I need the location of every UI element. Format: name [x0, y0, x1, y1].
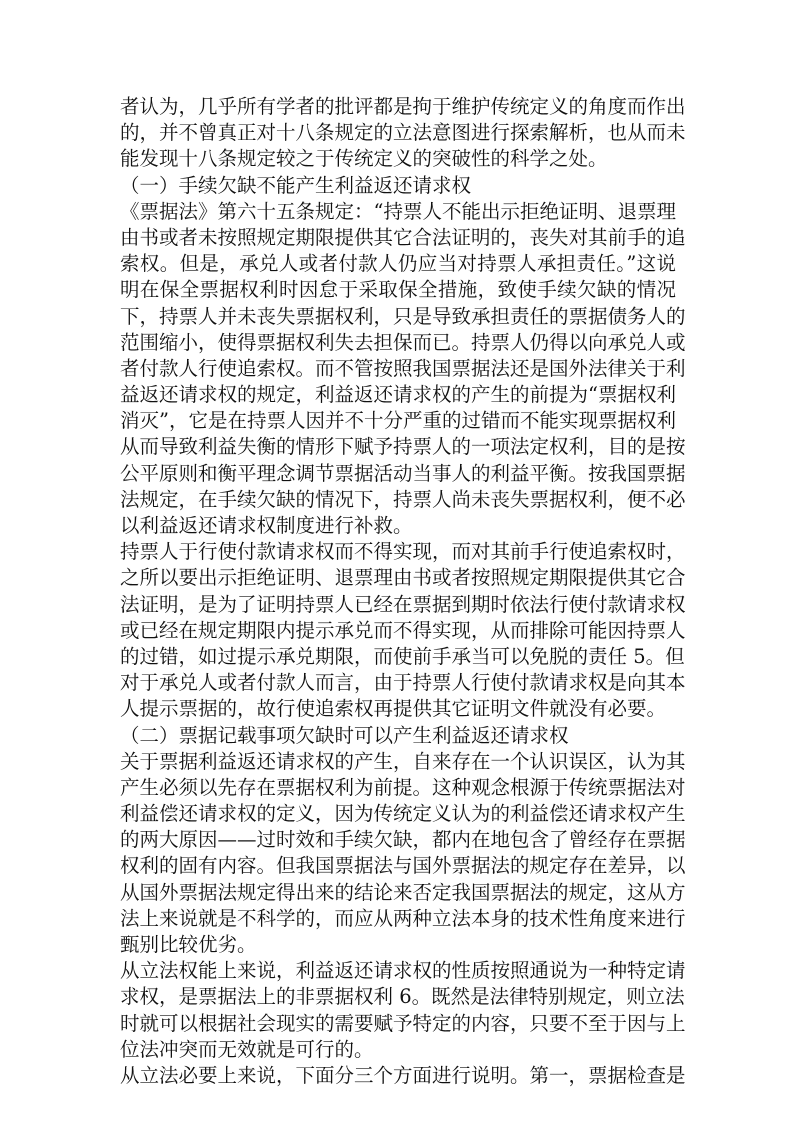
- text-line: 权利的固有内容。但我国票据法与国外票据法的规定存在差异，以: [120, 854, 686, 878]
- text-line: （一）手续欠缺不能产生利益返还请求权: [120, 173, 472, 197]
- text-line: 下，持票人并未丧失票据权利，只是导致承担责任的票据债务人的: [120, 304, 686, 328]
- text-line: 能发现十八条规定较之于传统定义的突破性的科学之处。: [120, 147, 608, 171]
- text-line: 求权，是票据法上的非票据权利 6。既然是法律特别规定，则立法: [120, 985, 685, 1009]
- text-line: 法上来说就是不科学的，而应从两种立法本身的技术性角度来进行: [120, 906, 686, 930]
- text-line: 的，并不曾真正对十八条规定的立法意图进行探索解析，也从而未: [120, 121, 686, 145]
- body-text: [120, 94, 686, 1089]
- text-line: 时就可以根据社会现实的需要赋予特定的内容，只要不至于因与上: [120, 1011, 686, 1035]
- text-line: 《票据法》第六十五条规定：“持票人不能出示拒绝证明、退票理: [120, 199, 676, 223]
- text-line: 位法冲突而无效就是可行的。: [120, 1037, 374, 1061]
- text-line: 的两大原因——过时效和手续欠缺，都内在地包含了曾经存在票据: [120, 828, 686, 852]
- text-line: 从而导致利益失衡的情形下赋予持票人的一项法定权利，目的是按: [120, 435, 686, 459]
- text-line: 人提示票据的，故行使追索权再提供其它证明文件就没有必要。: [120, 697, 667, 721]
- text-line: 索权。但是，承兑人或者付款人仍应当对持票人承担责任。”这说: [120, 252, 676, 276]
- text-line: 范围缩小，使得票据权利失去担保而已。持票人仍得以向承兑人或: [120, 330, 686, 354]
- text-line: 甄别比较优劣。: [120, 933, 257, 956]
- text-line: 从立法必要上来说，下面分三个方面进行说明。第一，票据检查是: [120, 1063, 686, 1087]
- text-line: 持票人于行使付款请求权而不得实现，而对其前手行使追索权时，: [120, 540, 686, 564]
- text-line: 之所以要出示拒绝证明、退票理由书或者按照规定期限提供其它合: [120, 566, 686, 590]
- text-line: 产生必须以先存在票据权利为前提。这种观念根源于传统票据法对: [120, 775, 686, 799]
- text-line: 利益偿还请求权的定义，因为传统定义认为的利益偿还请求权产生: [120, 802, 686, 826]
- text-line: 益返还请求权的规定，利益返还请求权的产生的前提为“票据权利: [120, 383, 676, 407]
- text-line: （二）票据记载事项欠缺时可以产生利益返还请求权: [120, 723, 569, 747]
- text-line: 公平原则和衡平理念调节票据活动当事人的利益平衡。按我国票据: [120, 461, 686, 485]
- text-line: 以利益返还请求权制度进行补救。: [120, 514, 413, 537]
- text-line: 明在保全票据权利时因怠于采取保全措施，致使手续欠缺的情况: [120, 278, 676, 302]
- text-line: 从立法权能上来说，利益返还请求权的性质按照通说为一种特定请: [120, 959, 686, 983]
- text-line: 法规定，在手续欠缺的情况下，持票人尚未丧失票据权利，便不必: [120, 487, 686, 511]
- text-line: 由书或者未按照规定期限提供其它合法证明的，丧失对其前手的追: [120, 225, 686, 249]
- text-line: 法证明，是为了证明持票人已经在票据到期时依法行使付款请求权: [120, 592, 686, 616]
- text-line: 或已经在规定期限内提示承兑而不得实现，从而排除可能因持票人: [120, 618, 686, 642]
- text-line: 关于票据利益返还请求权的产生，自来存在一个认识误区，认为其: [120, 749, 686, 773]
- text-line: 对于承兑人或者付款人而言，由于持票人行使付款请求权是向其本: [120, 671, 686, 695]
- text-line: 的过错，如过提示承兑期限，而使前手承当可以免脱的责任 5。但: [120, 644, 685, 668]
- text-line: 者认为，几乎所有学者的批评都是拘于维护传统定义的角度而作出: [120, 95, 686, 118]
- text-line: 者付款人行使追索权。而不管按照我国票据法还是国外法律关于利: [120, 356, 686, 380]
- text-line: 消灭”，它是在持票人因并不十分严重的过错而不能实现票据权利: [120, 409, 676, 433]
- text-line: 从国外票据法规定得出来的结论来否定我国票据法的规定，这从方: [120, 880, 686, 904]
